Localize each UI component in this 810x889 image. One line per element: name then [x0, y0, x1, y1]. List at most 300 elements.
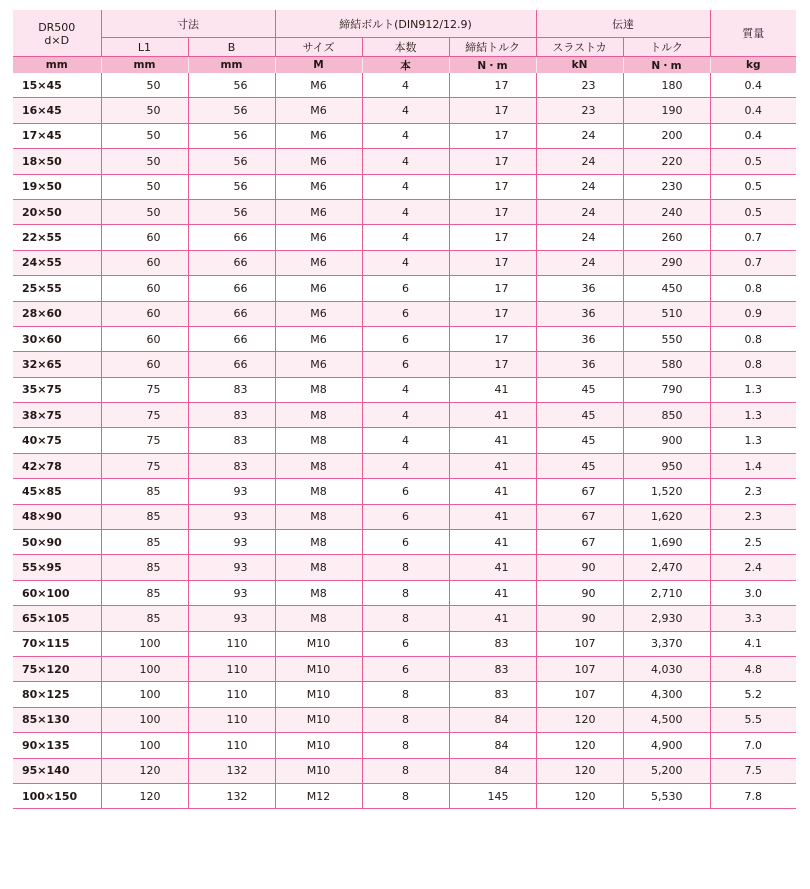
cell-b: 83	[188, 453, 275, 478]
cell-tight: 17	[449, 326, 536, 351]
cell-size: M6	[275, 276, 362, 301]
table-row	[13, 98, 796, 123]
cell-size: M6	[275, 149, 362, 174]
cell-l1: 50	[101, 123, 188, 148]
cell-torque: 180	[623, 73, 710, 98]
header-mass: 質量	[710, 10, 796, 57]
header-model	[13, 10, 101, 57]
cell-l1: 85	[101, 504, 188, 529]
table-row	[13, 530, 796, 555]
cell-tight: 17	[449, 352, 536, 377]
cell-torque: 230	[623, 174, 710, 199]
table-row	[13, 199, 796, 224]
cell-qty: 4	[362, 403, 449, 428]
cell-torque: 950	[623, 453, 710, 478]
cell-qty: 4	[362, 73, 449, 98]
cell-mass: 7.0	[710, 733, 796, 758]
spec-table	[13, 10, 796, 809]
cell-l1: 85	[101, 530, 188, 555]
cell-l1: 75	[101, 428, 188, 453]
spec-table-container	[13, 10, 796, 809]
cell-qty: 6	[362, 656, 449, 681]
cell-b: 83	[188, 428, 275, 453]
cell-l1: 60	[101, 352, 188, 377]
cell-tight: 41	[449, 479, 536, 504]
cell-size: M8	[275, 403, 362, 428]
cell-l1: 100	[101, 631, 188, 656]
unit-qty: 本	[362, 57, 449, 74]
cell-size: M6	[275, 174, 362, 199]
cell-qty: 8	[362, 555, 449, 580]
cell-mass: 7.8	[710, 783, 796, 808]
cell-qty: 8	[362, 783, 449, 808]
cell-qty: 8	[362, 682, 449, 707]
cell-b: 66	[188, 250, 275, 275]
subheader-b: B	[188, 38, 275, 57]
cell-tight: 83	[449, 656, 536, 681]
cell-size: M8	[275, 504, 362, 529]
cell-size: M8	[275, 530, 362, 555]
cell-size: M8	[275, 606, 362, 631]
cell-dxd: 70×115	[13, 631, 101, 656]
cell-thrust: 23	[536, 73, 623, 98]
cell-mass: 1.3	[710, 377, 796, 402]
cell-size: M8	[275, 453, 362, 478]
cell-size: M6	[275, 225, 362, 250]
table-row	[13, 250, 796, 275]
cell-b: 66	[188, 352, 275, 377]
subheader-size: サイズ	[275, 38, 362, 57]
unit-thrust: kN	[536, 57, 623, 74]
table-header	[13, 10, 796, 73]
cell-size: M10	[275, 733, 362, 758]
cell-b: 56	[188, 98, 275, 123]
cell-mass: 2.3	[710, 479, 796, 504]
cell-tight: 41	[449, 530, 536, 555]
cell-qty: 8	[362, 580, 449, 605]
cell-b: 66	[188, 276, 275, 301]
cell-l1: 120	[101, 783, 188, 808]
cell-qty: 6	[362, 631, 449, 656]
cell-qty: 8	[362, 758, 449, 783]
cell-qty: 4	[362, 199, 449, 224]
cell-b: 56	[188, 149, 275, 174]
cell-thrust: 23	[536, 98, 623, 123]
cell-l1: 50	[101, 199, 188, 224]
table-row	[13, 428, 796, 453]
cell-qty: 4	[362, 174, 449, 199]
cell-l1: 50	[101, 149, 188, 174]
cell-qty: 6	[362, 326, 449, 351]
table-row	[13, 276, 796, 301]
cell-tight: 17	[449, 276, 536, 301]
cell-b: 93	[188, 580, 275, 605]
table-row	[13, 733, 796, 758]
cell-torque: 1,690	[623, 530, 710, 555]
cell-torque: 260	[623, 225, 710, 250]
table-row	[13, 73, 796, 98]
cell-l1: 100	[101, 656, 188, 681]
cell-torque: 790	[623, 377, 710, 402]
cell-mass: 2.5	[710, 530, 796, 555]
cell-thrust: 90	[536, 580, 623, 605]
cell-mass: 3.3	[710, 606, 796, 631]
cell-torque: 290	[623, 250, 710, 275]
cell-dxd: 42×78	[13, 453, 101, 478]
cell-mass: 7.5	[710, 758, 796, 783]
table-row	[13, 504, 796, 529]
cell-dxd: 32×65	[13, 352, 101, 377]
model-label: DR500	[38, 20, 76, 34]
cell-thrust: 45	[536, 377, 623, 402]
cell-torque: 2,930	[623, 606, 710, 631]
cell-mass: 3.0	[710, 580, 796, 605]
cell-mass: 0.5	[710, 174, 796, 199]
cell-mass: 5.5	[710, 707, 796, 732]
cell-tight: 41	[449, 580, 536, 605]
cell-l1: 85	[101, 606, 188, 631]
cell-torque: 580	[623, 352, 710, 377]
cell-thrust: 107	[536, 631, 623, 656]
cell-thrust: 36	[536, 326, 623, 351]
cell-l1: 60	[101, 250, 188, 275]
unit-dxd: mm	[13, 57, 101, 74]
cell-torque: 200	[623, 123, 710, 148]
cell-thrust: 120	[536, 707, 623, 732]
cell-b: 83	[188, 403, 275, 428]
cell-size: M6	[275, 123, 362, 148]
cell-thrust: 36	[536, 276, 623, 301]
cell-tight: 84	[449, 707, 536, 732]
cell-tight: 41	[449, 606, 536, 631]
cell-dxd: 25×55	[13, 276, 101, 301]
cell-torque: 1,620	[623, 504, 710, 529]
cell-dxd: 18×50	[13, 149, 101, 174]
cell-b: 110	[188, 682, 275, 707]
cell-size: M8	[275, 377, 362, 402]
cell-mass: 4.8	[710, 656, 796, 681]
unit-tightening-torque: N・m	[449, 57, 536, 74]
cell-torque: 5,530	[623, 783, 710, 808]
cell-size: M10	[275, 656, 362, 681]
cell-size: M6	[275, 352, 362, 377]
subheader-qty: 本数	[362, 38, 449, 57]
cell-size: M10	[275, 758, 362, 783]
cell-thrust: 67	[536, 504, 623, 529]
cell-qty: 8	[362, 606, 449, 631]
cell-tight: 17	[449, 73, 536, 98]
cell-tight: 83	[449, 631, 536, 656]
cell-qty: 4	[362, 250, 449, 275]
subheader-tightening-torque: 締結トルク	[449, 38, 536, 57]
cell-tight: 41	[449, 504, 536, 529]
cell-qty: 4	[362, 377, 449, 402]
unit-b: mm	[188, 57, 275, 74]
dxd-label: d×D	[44, 33, 70, 47]
cell-mass: 0.5	[710, 199, 796, 224]
cell-tight: 41	[449, 428, 536, 453]
cell-thrust: 45	[536, 453, 623, 478]
cell-tight: 17	[449, 123, 536, 148]
table-row	[13, 225, 796, 250]
cell-thrust: 24	[536, 199, 623, 224]
cell-b: 110	[188, 656, 275, 681]
cell-b: 66	[188, 326, 275, 351]
cell-tight: 83	[449, 682, 536, 707]
cell-dxd: 65×105	[13, 606, 101, 631]
cell-dxd: 85×130	[13, 707, 101, 732]
cell-b: 93	[188, 530, 275, 555]
cell-mass: 1.3	[710, 428, 796, 453]
cell-qty: 8	[362, 733, 449, 758]
cell-mass: 0.7	[710, 250, 796, 275]
table-row	[13, 656, 796, 681]
cell-l1: 75	[101, 453, 188, 478]
cell-qty: 6	[362, 352, 449, 377]
cell-qty: 6	[362, 276, 449, 301]
cell-dxd: 35×75	[13, 377, 101, 402]
cell-mass: 2.3	[710, 504, 796, 529]
header-transmission: 伝達	[536, 10, 710, 38]
cell-dxd: 40×75	[13, 428, 101, 453]
cell-l1: 120	[101, 758, 188, 783]
cell-thrust: 120	[536, 758, 623, 783]
table-row	[13, 631, 796, 656]
cell-mass: 0.9	[710, 301, 796, 326]
cell-size: M6	[275, 73, 362, 98]
cell-size: M6	[275, 250, 362, 275]
cell-l1: 60	[101, 225, 188, 250]
cell-tight: 41	[449, 377, 536, 402]
cell-tight: 41	[449, 555, 536, 580]
cell-tight: 145	[449, 783, 536, 808]
cell-b: 93	[188, 606, 275, 631]
cell-dxd: 100×150	[13, 783, 101, 808]
cell-b: 93	[188, 555, 275, 580]
cell-size: M6	[275, 199, 362, 224]
cell-b: 56	[188, 123, 275, 148]
table-row	[13, 123, 796, 148]
unit-mass: kg	[710, 57, 796, 74]
cell-l1: 50	[101, 73, 188, 98]
cell-thrust: 24	[536, 149, 623, 174]
cell-mass: 0.8	[710, 352, 796, 377]
cell-torque: 2,470	[623, 555, 710, 580]
cell-thrust: 24	[536, 225, 623, 250]
cell-l1: 75	[101, 403, 188, 428]
cell-torque: 3,370	[623, 631, 710, 656]
unit-torque: N・m	[623, 57, 710, 74]
cell-size: M8	[275, 479, 362, 504]
table-row	[13, 479, 796, 504]
table-row	[13, 758, 796, 783]
cell-size: M10	[275, 707, 362, 732]
cell-dxd: 19×50	[13, 174, 101, 199]
cell-b: 83	[188, 377, 275, 402]
table-row	[13, 682, 796, 707]
unit-l1: mm	[101, 57, 188, 74]
table-row	[13, 453, 796, 478]
cell-l1: 50	[101, 174, 188, 199]
cell-dxd: 75×120	[13, 656, 101, 681]
table-row	[13, 352, 796, 377]
cell-qty: 4	[362, 98, 449, 123]
cell-dxd: 20×50	[13, 199, 101, 224]
cell-torque: 850	[623, 403, 710, 428]
cell-dxd: 45×85	[13, 479, 101, 504]
cell-tight: 84	[449, 758, 536, 783]
cell-torque: 900	[623, 428, 710, 453]
cell-mass: 5.2	[710, 682, 796, 707]
cell-thrust: 45	[536, 428, 623, 453]
cell-thrust: 36	[536, 301, 623, 326]
cell-size: M6	[275, 301, 362, 326]
cell-torque: 4,030	[623, 656, 710, 681]
cell-l1: 85	[101, 555, 188, 580]
cell-mass: 1.3	[710, 403, 796, 428]
cell-tight: 41	[449, 403, 536, 428]
cell-tight: 17	[449, 225, 536, 250]
cell-thrust: 120	[536, 783, 623, 808]
cell-torque: 450	[623, 276, 710, 301]
cell-thrust: 36	[536, 352, 623, 377]
cell-torque: 510	[623, 301, 710, 326]
cell-dxd: 48×90	[13, 504, 101, 529]
cell-b: 132	[188, 758, 275, 783]
cell-torque: 190	[623, 98, 710, 123]
cell-qty: 4	[362, 225, 449, 250]
cell-size: M8	[275, 428, 362, 453]
subheader-l1: L1	[101, 38, 188, 57]
header-dimensions: 寸法	[101, 10, 275, 38]
cell-dxd: 16×45	[13, 98, 101, 123]
cell-torque: 1,520	[623, 479, 710, 504]
cell-dxd: 95×140	[13, 758, 101, 783]
cell-thrust: 90	[536, 606, 623, 631]
cell-dxd: 24×55	[13, 250, 101, 275]
cell-dxd: 55×95	[13, 555, 101, 580]
cell-mass: 0.4	[710, 98, 796, 123]
cell-dxd: 28×60	[13, 301, 101, 326]
cell-dxd: 30×60	[13, 326, 101, 351]
cell-torque: 4,500	[623, 707, 710, 732]
cell-torque: 4,900	[623, 733, 710, 758]
cell-tight: 17	[449, 250, 536, 275]
cell-torque: 550	[623, 326, 710, 351]
cell-torque: 4,300	[623, 682, 710, 707]
cell-thrust: 67	[536, 530, 623, 555]
cell-mass: 2.4	[710, 555, 796, 580]
cell-mass: 0.7	[710, 225, 796, 250]
cell-dxd: 22×55	[13, 225, 101, 250]
cell-qty: 6	[362, 530, 449, 555]
cell-qty: 4	[362, 428, 449, 453]
cell-size: M6	[275, 98, 362, 123]
cell-mass: 0.4	[710, 73, 796, 98]
table-row	[13, 149, 796, 174]
cell-b: 56	[188, 199, 275, 224]
subheader-thrust: スラストカ	[536, 38, 623, 57]
cell-tight: 17	[449, 149, 536, 174]
cell-tight: 17	[449, 199, 536, 224]
cell-b: 132	[188, 783, 275, 808]
table-row	[13, 326, 796, 351]
cell-l1: 60	[101, 276, 188, 301]
cell-l1: 100	[101, 707, 188, 732]
cell-tight: 84	[449, 733, 536, 758]
cell-mass: 0.4	[710, 123, 796, 148]
cell-torque: 220	[623, 149, 710, 174]
table-row	[13, 606, 796, 631]
cell-qty: 4	[362, 123, 449, 148]
cell-dxd: 90×135	[13, 733, 101, 758]
cell-mass: 0.8	[710, 276, 796, 301]
table-body	[13, 73, 796, 809]
cell-tight: 17	[449, 301, 536, 326]
cell-dxd: 17×45	[13, 123, 101, 148]
cell-b: 93	[188, 479, 275, 504]
cell-thrust: 107	[536, 682, 623, 707]
cell-l1: 75	[101, 377, 188, 402]
cell-size: M8	[275, 580, 362, 605]
cell-qty: 8	[362, 707, 449, 732]
cell-thrust: 107	[536, 656, 623, 681]
cell-mass: 1.4	[710, 453, 796, 478]
cell-dxd: 38×75	[13, 403, 101, 428]
cell-dxd: 15×45	[13, 73, 101, 98]
table-row	[13, 377, 796, 402]
cell-tight: 17	[449, 98, 536, 123]
cell-size: M10	[275, 682, 362, 707]
cell-mass: 0.5	[710, 149, 796, 174]
cell-size: M12	[275, 783, 362, 808]
cell-torque: 2,710	[623, 580, 710, 605]
cell-thrust: 24	[536, 174, 623, 199]
cell-dxd: 80×125	[13, 682, 101, 707]
cell-b: 66	[188, 225, 275, 250]
table-row	[13, 555, 796, 580]
cell-b: 56	[188, 174, 275, 199]
table-row	[13, 707, 796, 732]
cell-thrust: 90	[536, 555, 623, 580]
table-row	[13, 580, 796, 605]
cell-l1: 60	[101, 326, 188, 351]
cell-size: M8	[275, 555, 362, 580]
cell-qty: 4	[362, 149, 449, 174]
cell-mass: 0.8	[710, 326, 796, 351]
cell-qty: 6	[362, 504, 449, 529]
cell-b: 110	[188, 707, 275, 732]
table-row	[13, 301, 796, 326]
cell-dxd: 50×90	[13, 530, 101, 555]
cell-l1: 100	[101, 682, 188, 707]
cell-qty: 6	[362, 479, 449, 504]
cell-l1: 100	[101, 733, 188, 758]
cell-thrust: 120	[536, 733, 623, 758]
cell-thrust: 67	[536, 479, 623, 504]
subheader-torque: トルク	[623, 38, 710, 57]
table-row	[13, 174, 796, 199]
table-row	[13, 783, 796, 808]
cell-thrust: 45	[536, 403, 623, 428]
cell-mass: 4.1	[710, 631, 796, 656]
cell-b: 66	[188, 301, 275, 326]
table-row	[13, 403, 796, 428]
header-bolt: 締結ボルト(DIN912/12.9)	[275, 10, 536, 38]
cell-torque: 5,200	[623, 758, 710, 783]
cell-l1: 85	[101, 479, 188, 504]
cell-l1: 85	[101, 580, 188, 605]
